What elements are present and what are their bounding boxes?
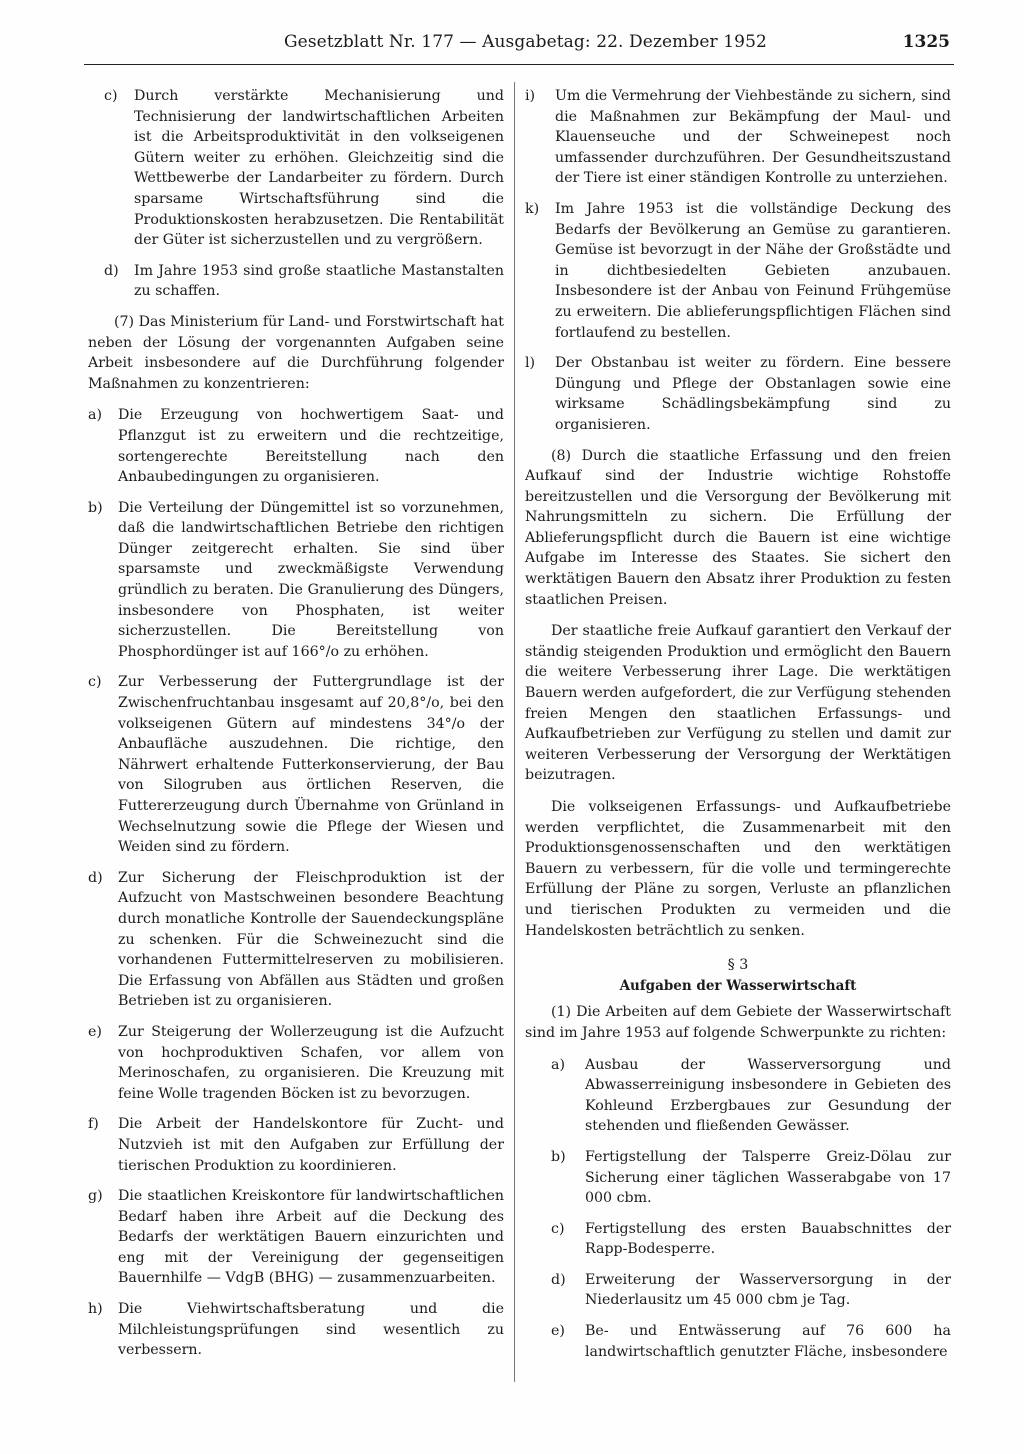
list-item	[525, 1321, 951, 1362]
right-column	[525, 86, 951, 1372]
item-text: Fertigstellung des ersten Bauabschnittes der Rapp-Bodesperre.	[585, 1220, 951, 1258]
list-item	[88, 1299, 504, 1361]
item-marker: a)	[88, 407, 102, 424]
item-text: Die Arbeit der Handelskontore für Zucht- und Nutzvieh ist mit den Aufgaben zur Erfüllung der tierischen Produktion zu koordinieren.	[118, 1116, 504, 1174]
list-item	[525, 1270, 951, 1311]
item-text: Der Obstanbau ist weiter zu fördern. Eine bessere Düngung und Pflege der Obstanlagen sowie eine wirksame Schädlingsbekämpfung sind zu organisieren.	[555, 355, 951, 433]
item-text: Die staatlichen Kreiskontore für landwirtschaftlichen Bedarf haben ihre Arbeit auf die Deckung des Bedarfs der werktätigen Bauern einzurichten und eng mit der Vereinigung der gegenseitigen Bauernhilfe — VdgB (BHG) — zusammenzuarbeiten.	[118, 1188, 504, 1287]
list-item	[88, 1022, 504, 1104]
list-item	[525, 199, 951, 343]
item-text: Im Jahre 1953 sind große staatliche Mastanstalten zu schaffen.	[134, 262, 504, 300]
item-marker: l)	[525, 355, 536, 372]
list-item	[525, 1147, 951, 1209]
list-item	[88, 1186, 504, 1289]
paragraph-11: (1) Die Arbeiten auf dem Gebiete der Wasserwirtschaft sind im Jahre 1953 auf folgende Schwerpunkte zu richten:	[525, 1004, 951, 1041]
item-text: Erweiterung der Wasserversorgung in der Niederlausitz um 45 000 cbm je Tag.	[585, 1271, 951, 1309]
item-text: Zur Steigerung der Wollerzeugung ist die Aufzucht von hochproduktiven Schafen, vor allem von Merinoschafen, zu organisieren. Die Kreuzung mit feine Wolle tragenden Böcken ist zu bevorzugen.	[118, 1023, 504, 1102]
item-text: Ausbau der Wasserversorgung und Abwasserreinigung insbesondere in Gebieten des Kohleund Erzbergbaues zur Gesundung der stehenden und fließenden Gewässer.	[585, 1056, 951, 1135]
paragraph-10: Die volkseigenen Erfassungs- und Aufkaufbetriebe werden verpflichtet, die Zusammenarbeit mit den Produktionsgenossenschaften und den werktätigen Bauern zu verbessern, für die volle und termingerechte Erfüllung der Pläne zu sorgen, Verluste an pflanzlichen und tierischen Produkten zu vermeiden und die Handelskosten beträchtlich zu senken.	[525, 799, 951, 939]
list-item	[88, 261, 504, 302]
item-marker: a)	[551, 1056, 565, 1073]
list-item	[525, 86, 951, 189]
item-marker: k)	[525, 200, 540, 217]
list-item	[88, 86, 504, 251]
column-divider	[514, 82, 515, 1382]
list-item	[88, 405, 504, 487]
item-marker: d)	[551, 1271, 566, 1288]
list-item	[525, 1219, 951, 1260]
list-item	[525, 353, 951, 435]
item-text: Be- und Entwässerung auf 76 600 ha landwirtschaftlich genutzter Fläche, insbesondere	[585, 1323, 951, 1360]
paragraph-9: Der staatliche freie Aufkauf garantiert den Verkauf der ständig steigenden Produktion und ermöglicht den Bauern die weitere Verbesserung ihrer Lage. Die werktätigen Bauern werden aufgefordert, die zur Verfügung stehenden freien Mengen den staatlichen Erfassungs- und Aufkaufbetrieben zur Verfügung zu stellen und damit zur weiteren Verbesserung der Versorgung der Werktätigen beizutragen.	[525, 623, 951, 784]
gazette-title: Gesetzblatt Nr. 177 — Ausgabetag: 22. Dezember 1952	[284, 32, 767, 52]
list-item	[525, 1055, 951, 1137]
list-item	[88, 498, 504, 663]
left-column	[88, 86, 504, 1371]
item-marker: e)	[551, 1323, 565, 1340]
item-text: Die Erzeugung von hochwertigem Saat- und Pflanzgut ist zu erweitern und die rechtzeitige, sortengerechte Bereitstellung nach den Anbaubedingungen zu organisieren.	[118, 407, 504, 486]
item-marker: d)	[88, 869, 103, 886]
item-text: Fertigstellung der Talsperre Greiz-Dölau zur Sicherung einer täglichen Wasserabgabe von 17 000 cbm.	[585, 1148, 951, 1207]
item-marker: i)	[525, 88, 536, 104]
item-text: Die Viehwirtschaftsberatung und die Milchleistungsprüfungen sind wesentlich zu verbessern.	[118, 1301, 504, 1359]
item-text: Die Verteilung der Düngemittel ist so vorzunehmen, daß die landwirtschaftlichen Betriebe den richtigen Dünger zeitgerecht erhalten. Sie sind über sparsamste und zweckmäßigste Verwendung gründlich zu beraten. Die Granulierung des Düngers, insbesondere von Phosphaten, ist weiter sicherzustellen. Die Bereitstellung von Phosphordünger ist auf 166°/o zu erhöhen.	[118, 499, 504, 660]
item-text: Zur Sicherung der Fleischproduktion ist der Aufzucht von Mastschweinen besondere Beachtung durch monatliche Kontrolle der Sauendeckungspläne zu schenken. Für die Schweinezucht sind die vorhandenen Futtermittelreserven zu mobilisieren. Die Erfassung von Abfällen aus Städten und großen Betrieben ist zu organisieren.	[118, 869, 504, 1010]
item-marker: c)	[551, 1220, 565, 1237]
item-marker: c)	[88, 674, 102, 691]
item-marker: b)	[551, 1148, 566, 1165]
list-item	[88, 1114, 504, 1176]
item-marker: e)	[88, 1023, 102, 1040]
section-number: § 3	[727, 957, 749, 974]
page-header	[84, 28, 954, 65]
item-marker: d)	[104, 262, 119, 279]
page-number: 1325	[902, 32, 950, 52]
item-marker: h)	[88, 1301, 103, 1318]
item-text: Durch verstärkte Mechanisierung und Technisierung der landwirtschaftlichen Arbeiten ist die Arbeitsproduktivität in den volkseigenen Gütern weiter zu erhöhen. Gleichzeitig sind die Wettbewerbe der Landarbeiter zu fördern. Durch sparsame Wirtschaftsführung sind die Produktionskosten herabzusetzen. Die Rentabilität der Güter ist sicherzustellen und zu vergrößern.	[134, 88, 504, 249]
item-marker: g)	[88, 1188, 103, 1205]
section-title: Aufgaben der Wasserwirtschaft	[619, 977, 857, 994]
item-marker: c)	[104, 88, 118, 104]
item-marker: b)	[88, 499, 103, 516]
item-text: Zur Verbesserung der Futtergrundlage ist der Zwischenfruchtanbau insgesamt auf 20,8°/o, bei den volkseigenen Gütern auf mindestens 34°/o der Anbaufläche auszudehnen. Die richtige, den Nährwert erhaltende Futterkonservierung, der Bau von Silogruben aus örtlichen Reserven, die Futtererzeugung durch Übernahme von Grünland in Wechselnutzung sowie die Pflege der Wiesen und Weiden sind zu fördern.	[118, 674, 504, 856]
list-item	[88, 868, 504, 1012]
item-text: Im Jahre 1953 ist die vollständige Deckung des Bedarfs der Bevölkerung an Gemüse zu garantieren. Gemüse ist bevorzugt in der Nähe der Großstädte und in dichtbesiedelten Gebieten anzubauen. Insbesondere ist der Anbau von Feinund Frühgemüse zu erweitern. Die ablieferungspflichtigen Flächen sind fortlaufend zu bestellen.	[555, 200, 951, 341]
paragraph-7: (7) Das Ministerium für Land- und Forstwirtschaft hat neben der Lösung der vorgenannten Aufgaben seine Arbeit insbesondere auf die Durchführung folgender Maßnahmen zu konzentrieren:	[88, 313, 504, 392]
paragraph-8: (8) Durch die staatliche Erfassung und den freien Aufkauf sind der Industrie wichtige Rohstoffe bereitzustellen und die Versorgung der Bevölkerung mit Nahrungsmitteln zu sichern. Die Erfüllung der Ablieferungspflicht durch die Bauern ist eine wichtige Aufgabe im Interesse des Staates. Sie sichert den werktätigen Bauern den Absatz ihrer Produktion zu festen staatlichen Preisen.	[525, 447, 951, 608]
item-marker: f)	[88, 1116, 99, 1133]
item-text: Um die Vermehrung der Viehbestände zu sichern, sind die Maßnahmen zur Bekämpfung der Maul- und Klauenseuche und der Schweinepest noch umfassender durchzuführen. Der Gesundheitszustand der Tiere ist einer ständigen Kontrolle zu unterziehen.	[555, 88, 951, 187]
list-item	[88, 672, 504, 857]
